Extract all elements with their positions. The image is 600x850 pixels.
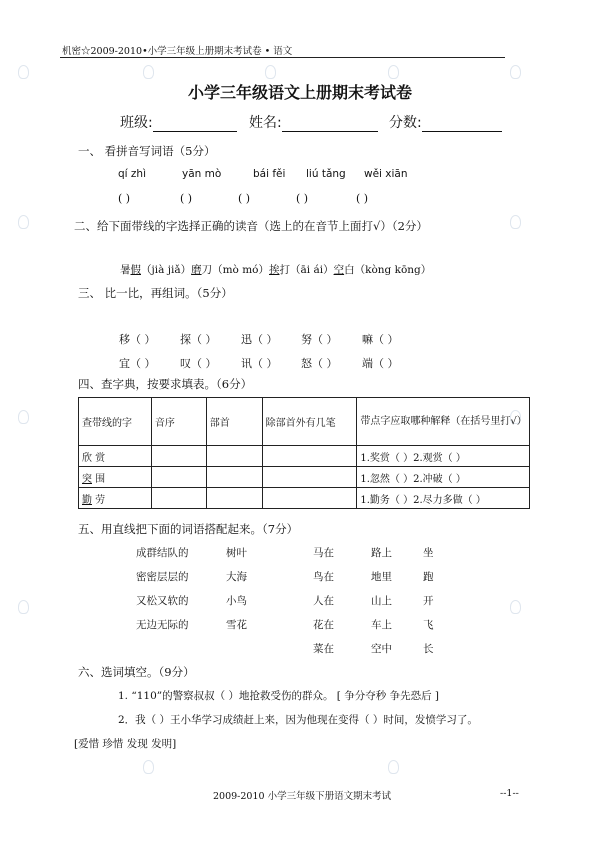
- compare-item[interactable]: 探（ ）: [180, 333, 217, 346]
- section1-heading: 一、 看拼音写词语（5分）: [78, 144, 216, 158]
- header-rule: [60, 57, 505, 58]
- table-row: [79, 446, 530, 467]
- table-cell-blank[interactable]: [262, 467, 357, 488]
- answer-paren-1[interactable]: ( ): [118, 192, 131, 205]
- target-char-mo: 磨: [191, 264, 202, 276]
- match-item[interactable]: 菜在: [313, 643, 334, 655]
- match-item[interactable]: 人在: [313, 595, 334, 607]
- watermark-icon: [388, 65, 426, 81]
- table-cell-word: 突 围: [79, 467, 152, 488]
- class-label: 班级:: [120, 115, 153, 131]
- match-item[interactable]: 地里: [371, 571, 392, 583]
- fill-question-1[interactable]: 1. “110”的警察叔叔（ ）地抢救受伤的群众。 [ 争分夺秒 争先恐后 ]: [118, 690, 440, 702]
- dictionary-table: [78, 397, 530, 509]
- pinyin-4: liú tǎng: [306, 168, 346, 180]
- table-cell-blank[interactable]: [151, 467, 206, 488]
- score-blank[interactable]: [422, 117, 502, 132]
- match-item[interactable]: 又松又软的: [136, 595, 189, 607]
- section2-heading: 二、给下面带线的字选择正确的读音（选上的在音节上面打√）（2分）: [74, 219, 428, 233]
- match-item[interactable]: 马在: [313, 547, 334, 559]
- table-header: 部首: [206, 398, 262, 446]
- match-item[interactable]: 无边无际的: [136, 619, 189, 631]
- pinyin-5: wěi xiān: [364, 168, 408, 180]
- reading-kong[interactable]: 白（kòng kōng）: [344, 264, 432, 276]
- answer-paren-4[interactable]: ( ): [296, 192, 309, 205]
- match-item[interactable]: 开: [423, 595, 434, 607]
- pinyin-1: qí zhì: [118, 168, 147, 180]
- watermark-icon: [388, 760, 426, 776]
- table-header: 带点字应取哪种解释（在括号里打√）: [357, 398, 530, 446]
- name-blank[interactable]: [282, 117, 378, 132]
- watermark-icon: [18, 215, 56, 231]
- answer-paren-3[interactable]: ( ): [238, 192, 251, 205]
- section4-heading: 四、查字典，按要求填表。（6分）: [78, 377, 253, 391]
- table-cell-blank[interactable]: [262, 446, 357, 467]
- match-item[interactable]: 花在: [313, 619, 334, 631]
- table-cell-blank[interactable]: [262, 488, 357, 509]
- table-header: 查带线的字: [79, 398, 152, 446]
- match-item[interactable]: 小鸟: [226, 595, 247, 607]
- watermark-icon: [510, 215, 548, 231]
- compare-item[interactable]: 努（ ）: [301, 333, 338, 346]
- watermark-icon: [143, 760, 181, 776]
- table-cell-word: 欣 赏: [79, 446, 152, 467]
- section2-items: 暑假（jià jiǎ）磨刀（mò mó）挨打（āi ái）空白（kòng kōng）: [120, 264, 432, 276]
- section5-heading: 五、用直线把下面的词语搭配起来。（7分）: [78, 522, 299, 536]
- match-item[interactable]: 车上: [371, 619, 392, 631]
- table-row: [79, 467, 530, 488]
- match-item[interactable]: 路上: [371, 547, 392, 559]
- name-label: 姓名:: [249, 115, 282, 131]
- compare-item[interactable]: 端（ ）: [362, 357, 399, 370]
- answer-paren-5[interactable]: ( ): [356, 192, 369, 205]
- table-cell-blank[interactable]: [206, 467, 262, 488]
- match-item[interactable]: 坐: [423, 547, 434, 559]
- table-cell-meaning[interactable]: 1.勤务（ ）2.尽力多做（ ）: [357, 488, 530, 509]
- reading-ai[interactable]: 打（āi ái）: [279, 264, 334, 276]
- section3-row2: [0, 355, 600, 371]
- match-item[interactable]: 长: [423, 643, 434, 655]
- info-score: [389, 112, 502, 132]
- compare-item[interactable]: 怒（ ）: [301, 357, 338, 370]
- info-class: [120, 112, 237, 132]
- table-cell-blank[interactable]: [206, 446, 262, 467]
- table-cell-word: 勤 劳: [79, 488, 152, 509]
- compare-item[interactable]: 宜（ ）: [119, 357, 156, 370]
- match-item[interactable]: 飞: [423, 619, 434, 631]
- page-number: --1--: [500, 788, 519, 799]
- table-header: 除部首外有几笔: [262, 398, 357, 446]
- section3-row1: [0, 331, 600, 347]
- match-item[interactable]: 跑: [423, 571, 434, 583]
- page-footer: 2009-2010 小学三年级下册语文期末考试: [213, 791, 392, 802]
- match-item[interactable]: 鸟在: [313, 571, 334, 583]
- reading-jia[interactable]: （jià jiǎ）: [141, 264, 192, 276]
- watermark-icon: [265, 65, 303, 81]
- compare-item[interactable]: 叹（ ）: [180, 357, 217, 370]
- table-row: [79, 488, 530, 509]
- reading-mo[interactable]: 刀（mò mó）: [201, 264, 269, 276]
- class-blank[interactable]: [153, 117, 237, 132]
- target-char-jia: 假: [130, 264, 141, 276]
- compare-item[interactable]: 嘛（ ）: [362, 333, 399, 346]
- watermark-icon: [18, 65, 56, 81]
- pinyin-3: bái fěi: [253, 168, 286, 180]
- match-item[interactable]: 空中: [371, 643, 392, 655]
- match-item[interactable]: 雪花: [226, 619, 247, 631]
- page-header: 机密☆2009-2010•小学三年级上册期末考试卷 • 语文: [62, 46, 293, 57]
- table-cell-blank[interactable]: [206, 488, 262, 509]
- section3-heading: 三、 比一比，再组词。（5分）: [78, 286, 233, 300]
- info-name: [249, 112, 378, 132]
- match-item[interactable]: 山上: [371, 595, 392, 607]
- fill-question-2[interactable]: 2．我（ ）王小华学习成绩赶上来，因为他现在变得（ ）时间，发愤学习了。: [118, 714, 478, 726]
- matching-area: [0, 545, 600, 660]
- watermark-icon: [143, 65, 181, 81]
- compare-item[interactable]: 移（ ）: [119, 333, 156, 346]
- section6-heading: 六、选词填空。（9分）: [78, 665, 195, 679]
- target-char-kong: 空: [333, 264, 345, 276]
- table-cell-meaning[interactable]: 1.奖赏（ ）2.观赏（ ）: [357, 446, 530, 467]
- table-header-row: [79, 398, 530, 446]
- compare-item[interactable]: 迅（ ）: [241, 333, 278, 346]
- table-cell-blank[interactable]: [151, 488, 206, 509]
- target-char-ai: 挨: [269, 264, 280, 276]
- watermark-icon: [18, 410, 56, 426]
- watermark-icon: [510, 65, 548, 81]
- table-header: 音序: [151, 398, 206, 446]
- table-cell-meaning[interactable]: 1.忽然（ ）2.冲破（ ）: [357, 467, 530, 488]
- page-title: 小学三年级语文上册期末考试卷: [187, 83, 412, 102]
- table-cell-blank[interactable]: [151, 446, 206, 467]
- compare-item[interactable]: 讯（ ）: [241, 357, 278, 370]
- match-item[interactable]: 大海: [226, 571, 247, 583]
- answer-paren-2[interactable]: ( ): [180, 192, 193, 205]
- match-item[interactable]: 成群结队的: [136, 547, 189, 559]
- match-item[interactable]: 密密层层的: [136, 571, 189, 583]
- pinyin-2: yān mò: [182, 168, 222, 180]
- score-label: 分数:: [389, 115, 422, 131]
- word-choices: [爱惜 珍惜 发现 发明]: [74, 738, 177, 750]
- match-item[interactable]: 树叶: [226, 547, 247, 559]
